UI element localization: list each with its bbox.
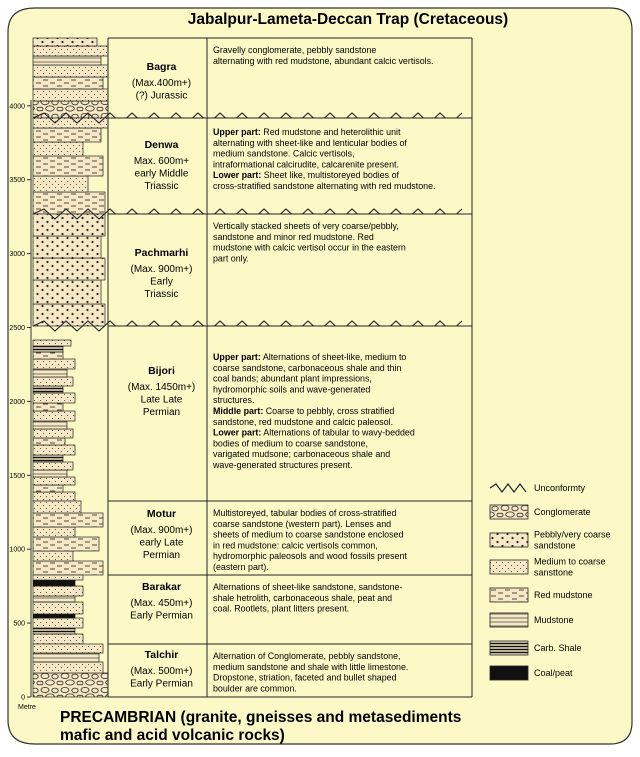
formation-description-line: medium sandstone and shale with little limestone. bbox=[213, 661, 409, 672]
formation-detail: Early Permian bbox=[130, 678, 193, 690]
lithology-bed bbox=[33, 386, 63, 393]
depth-tick-label: 2500 bbox=[9, 325, 25, 332]
formation-description-line: sandstone and minor red mudstone. Red bbox=[213, 231, 374, 242]
formation-description-line: Multistoreyed, tabular bodies of cross-stratified bbox=[213, 508, 397, 518]
diagram-title: Jabalpur-Lameta-Deccan Trap (Cretaceous) bbox=[187, 11, 509, 28]
lithology-bed bbox=[33, 575, 83, 580]
depth-tick-label: 2000 bbox=[9, 398, 25, 406]
lithology-bed bbox=[33, 411, 75, 421]
formation-name: Denwa bbox=[144, 139, 179, 151]
formation-detail: Triassic bbox=[144, 289, 179, 300]
lithology-bed bbox=[33, 580, 75, 586]
depth-tick-label: 500 bbox=[13, 620, 25, 628]
formation-name: Bagra bbox=[146, 61, 177, 73]
precambrian-line-2: mafic and acid volcanic rocks) bbox=[60, 727, 285, 744]
lithology-bed bbox=[33, 304, 105, 326]
formation-description-line bbox=[213, 170, 399, 180]
legend-label: sandstone bbox=[534, 540, 576, 551]
formation-detail: Early bbox=[150, 276, 173, 288]
depth-tick-label: 4000 bbox=[9, 103, 25, 111]
formation-detail: (?) Jurassic bbox=[135, 90, 188, 102]
formation-description-line bbox=[213, 406, 394, 416]
lithology-bed bbox=[33, 377, 73, 386]
formation-detail: (Max.400m+) bbox=[131, 78, 192, 89]
legend-label: Medium to coarse bbox=[534, 556, 606, 567]
formation-detail: Permian bbox=[142, 550, 181, 561]
lithology-bed bbox=[33, 662, 103, 673]
description-text: Coarse to pebbly, cross stratified bbox=[263, 406, 395, 416]
lithology-bed bbox=[33, 352, 63, 359]
lithology-bed bbox=[33, 644, 103, 653]
legend-swatch bbox=[490, 533, 528, 547]
legend-swatch bbox=[490, 588, 528, 602]
formation-name: Pachmarhi bbox=[134, 247, 189, 259]
lithology-bed bbox=[33, 561, 103, 575]
formation-detail: (Max. 450m+) bbox=[130, 598, 193, 609]
lithology-bed bbox=[33, 429, 73, 438]
lithology-bed bbox=[33, 501, 81, 513]
formation-description-line: coarse sandstone, carbonaceous shale and thin bbox=[213, 362, 402, 373]
lithology-bed bbox=[33, 340, 71, 346]
formation-description-line: alternating with sheet-like and lenticular bodies of bbox=[213, 137, 407, 148]
description-text: Sheet like, multistoreyed bodies of bbox=[261, 170, 399, 181]
lithology-bed bbox=[33, 470, 67, 477]
lithology-bed bbox=[33, 628, 75, 634]
lithology-bed bbox=[33, 634, 83, 644]
legend-label: Carb. Shale bbox=[534, 643, 582, 653]
formation-description-line: coal. Rootlets, plant litters present. bbox=[213, 603, 350, 614]
formation-description-line bbox=[213, 428, 415, 438]
legend-label: Conglomerate bbox=[534, 507, 591, 517]
depth-unit-label: Metre bbox=[18, 704, 36, 711]
formation-detail: Early Permian bbox=[130, 610, 193, 622]
lithology-bed bbox=[33, 359, 75, 369]
description-lead: Upper part: bbox=[213, 127, 261, 137]
legend-label: Red mudstone bbox=[534, 590, 593, 600]
formation-description-line: Gravelly conglomerate, pebbly sandstone bbox=[213, 45, 377, 55]
depth-tick-label: 0 bbox=[21, 694, 25, 702]
lithology-bed bbox=[33, 586, 83, 596]
lithology-bed bbox=[33, 513, 103, 527]
formation-description-line: boulder are common. bbox=[213, 683, 297, 694]
lithology-bed bbox=[33, 492, 75, 501]
formation-description-line: part only. bbox=[213, 253, 249, 264]
formation-description-line: sheets of medium to coarse sandstone enclosed bbox=[213, 529, 404, 540]
legend-swatch bbox=[490, 560, 528, 574]
lithology-bed bbox=[33, 236, 101, 258]
formation-description-line: coarse sandstone (western part). Lenses and bbox=[213, 518, 392, 529]
lithology-bed bbox=[33, 156, 103, 176]
legend-swatch bbox=[490, 613, 528, 627]
formation-bijori bbox=[108, 326, 472, 501]
formation-name: Bijori bbox=[148, 365, 175, 377]
lithology-bed bbox=[33, 421, 67, 429]
lithology-bed bbox=[33, 393, 75, 403]
legend-swatch bbox=[490, 505, 528, 519]
formation-description-line: mudstone with calcic vertisol occur in the eastern bbox=[213, 242, 406, 253]
formation-description-line: hydromorphic soils and wave-generated bbox=[213, 384, 371, 395]
legend-label: Mudstone bbox=[534, 615, 574, 625]
formation-description-line bbox=[213, 127, 401, 137]
formation-detail: Max. 600m+ bbox=[133, 156, 190, 167]
legend-label: sansttone bbox=[534, 567, 574, 578]
depth-tick-label: 1500 bbox=[9, 472, 25, 480]
lithology-bed bbox=[33, 403, 63, 411]
lithology-bed bbox=[33, 653, 99, 662]
precambrian-line-1: PRECAMBRIAN (granite, gneisses and metasediments bbox=[60, 709, 462, 726]
formation-description-line: in red mudstone: calcic vertisols common, bbox=[213, 540, 378, 551]
lithology-bed bbox=[33, 596, 75, 602]
formation-description-line: coal bands; abundant plant impressions, bbox=[213, 373, 372, 384]
lithology-bed bbox=[33, 602, 83, 614]
legend-label: Coal/peat bbox=[534, 668, 573, 678]
formation-description-line: varigated mudsone; carbonaceous shale and bbox=[213, 449, 391, 460]
formation-description-line: wave-generated structures present. bbox=[213, 460, 353, 470]
formation-name: Barakar bbox=[141, 581, 182, 593]
legend-swatch bbox=[490, 641, 528, 655]
formation-detail: (Max. 900m+) bbox=[130, 264, 193, 275]
lithology-bed bbox=[33, 462, 73, 470]
formation-motur bbox=[108, 501, 472, 575]
description-lead: Upper part: bbox=[213, 352, 261, 362]
formation-detail: early Middle bbox=[134, 168, 189, 180]
lithology-bed bbox=[33, 56, 101, 65]
lithology-bed bbox=[33, 455, 63, 462]
lithology-bed bbox=[33, 176, 88, 192]
lithology-bed bbox=[33, 551, 73, 561]
lithology-bed bbox=[33, 438, 65, 445]
formation-detail: early Late bbox=[139, 537, 184, 549]
formation-detail: (Max. 500m+) bbox=[130, 666, 193, 677]
formation-description-line: cross-stratified sandstone alternating with red mudstone. bbox=[213, 181, 436, 191]
lithology-bed bbox=[33, 214, 105, 236]
formation-barakar bbox=[108, 575, 472, 644]
description-text: Alternations of sheet-like, medium to bbox=[260, 352, 407, 362]
legend-item-red-mudstone bbox=[490, 588, 593, 602]
formation-detail: Late Late bbox=[140, 394, 183, 406]
formation-description-line: medium sandstone. Calcic vertisols, bbox=[213, 148, 355, 159]
description-lead: Lower part: bbox=[213, 427, 262, 438]
formation-description-line: bodies of medium to coarse sandstone, bbox=[213, 438, 368, 449]
lithology-bed bbox=[33, 369, 67, 377]
formation-description-line: Alternation of Conglomerate, pebbly sandstone, bbox=[213, 651, 401, 661]
depth-tick-label: 3500 bbox=[9, 177, 25, 185]
depth-tick-label: 3000 bbox=[9, 251, 25, 259]
formation-description-line: structures. bbox=[213, 395, 255, 406]
description-lead: Middle part: bbox=[213, 406, 264, 416]
legend-item-conglomerate bbox=[490, 505, 591, 519]
lithology-bed bbox=[33, 77, 103, 89]
lithology-bed bbox=[33, 477, 75, 485]
description-lead: Lower part: bbox=[213, 170, 262, 181]
formation-description-line: sandstone, red mudstone and calcic paleosol. bbox=[213, 416, 394, 427]
formation-detail: (Max. 1450m+) bbox=[127, 382, 196, 393]
formation-name: Talchir bbox=[144, 649, 179, 661]
formation-detail: (Max. 900m+) bbox=[130, 525, 193, 536]
lithology-bed bbox=[33, 118, 109, 128]
formation-name: Motur bbox=[146, 508, 177, 520]
formation-description-line: intraformational calcirudite, calcarenite present. bbox=[213, 159, 399, 170]
lithology-bed bbox=[33, 142, 83, 156]
lithology-bed bbox=[33, 258, 105, 280]
lithology-bed bbox=[33, 614, 75, 618]
legend-label: Unconformty bbox=[534, 483, 586, 493]
lithology-bed bbox=[33, 346, 63, 352]
formation-description-line bbox=[213, 352, 406, 362]
formation-description-line: Vertically stacked sheets of very coarse/pebbly, bbox=[213, 221, 399, 231]
legend-label: Pebbly/very coarse bbox=[534, 529, 611, 540]
formation-detail: Permian bbox=[142, 407, 181, 418]
lithology-bed bbox=[33, 485, 63, 492]
formation-description-line: hydromorphic paleosols and wood fossils present bbox=[213, 551, 407, 562]
description-text: Alternations of tabular to wavy-bedded bbox=[261, 427, 415, 438]
lithology-bed bbox=[33, 128, 101, 142]
legend-item-carb-shale bbox=[490, 641, 582, 655]
lithology-bed bbox=[33, 38, 97, 46]
depth-tick-label: 1000 bbox=[9, 546, 25, 554]
lithology-bed bbox=[33, 445, 75, 455]
formation-description-line: Alternations of sheet-like sandstone, sandstone- bbox=[213, 582, 403, 592]
lithology-bed bbox=[33, 280, 101, 304]
description-text: Red mudstone and heterolithic unit bbox=[260, 127, 401, 137]
formation-talchir bbox=[108, 644, 472, 697]
formation-description-line: alternating with red mudstone, abundant calcic vertisols. bbox=[213, 55, 434, 66]
lithology-bed bbox=[33, 192, 105, 214]
formation-description-line: Dropstone, striation, faceted and bullet shaped bbox=[213, 672, 397, 683]
legend-swatch bbox=[490, 666, 528, 680]
formation-description-line: shale hetrolith, carbonaceous shale, peat and bbox=[213, 592, 393, 603]
lithology-bed bbox=[33, 618, 83, 628]
formation-detail: Triassic bbox=[144, 181, 179, 192]
formation-description-line: (eastern part). bbox=[213, 562, 269, 572]
lithology-bed bbox=[33, 537, 99, 551]
lithology-bed bbox=[33, 527, 75, 537]
